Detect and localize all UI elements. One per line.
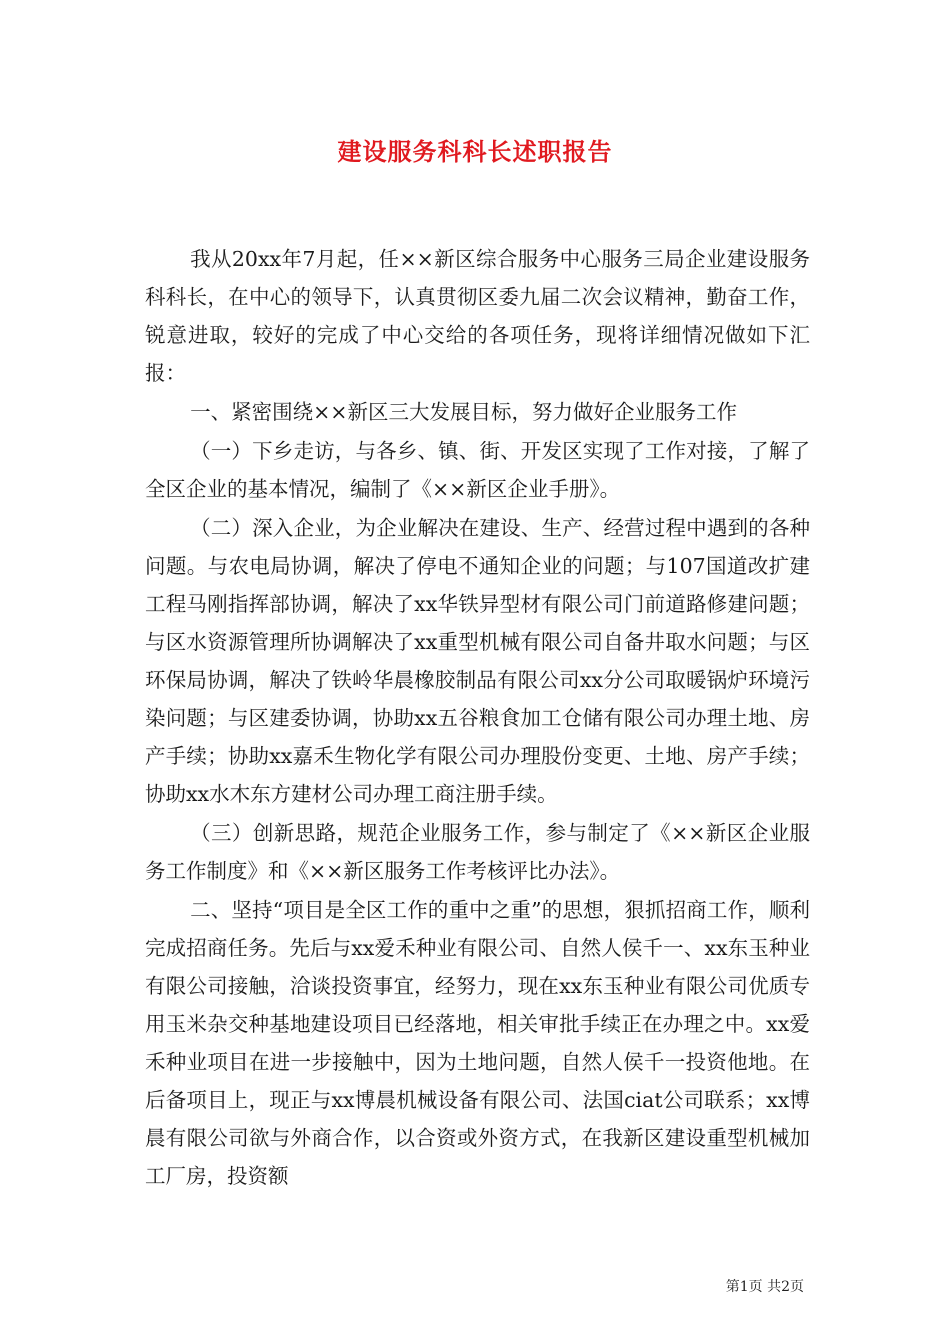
paragraph-item-3: （三）创新思路，规范企业服务工作，参与制定了《××新区企业服务工作制度》和《××新区服务工作考核评比办法》。: [145, 821, 810, 883]
paragraph-section-2: 二、坚持“项目是全区工作的重中之重”的思想，狠抓招商工作，顺利完成招商任务。先后与xx爱禾种业有限公司、自然人侯千一、xx东玉种业有限公司接触，洽谈投资事宜，经努力，现在xx东玉种业有限公司优质专用玉米杂交种基地建设项目已经落地，相关审批手续正在办理之中。xx爱禾种业项目在进一步接触中，因为土地问题，自然人侯千一投资他地。在后备项目上，现正与xx博晨机械设备有限公司、法国ciat公司联系；xx博晨有限公司欲与外商合作，以合资或外资方式，在我新区建设重型机械加工厂房，投资额: [145, 898, 810, 1188]
document-body: [145, 240, 810, 1195]
paragraph-intro: 我从20xx年7月起，任××新区综合服务中心服务三局企业建设服务科科长，在中心的领导下，认真贯彻区委九届二次会议精神，勤奋工作，锐意进取，较好的完成了中心交给的各项任务，现将详细情况做如下汇报：: [145, 247, 810, 385]
document-title: 建设服务科科长述职报告: [337, 137, 613, 166]
page-number-footer: 第1页 共2页: [725, 1279, 804, 1295]
paragraph-item-1: （一）下乡走访，与各乡、镇、街、开发区实现了工作对接，了解了全区企业的基本情况，编制了《××新区企业手册》。: [145, 439, 810, 501]
paragraph-section-1-heading: 一、紧密围绕××新区三大发展目标，努力做好企业服务工作: [190, 400, 737, 424]
paragraph-item-2: （二）深入企业，为企业解决在建设、生产、经营过程中遇到的各种问题。与农电局协调，解决了停电不通知企业的问题；与107国道改扩建工程马刚指挥部协调，解决了xx华铁异型材有限公司门前道路修建问题；与区水资源管理所协调解决了xx重型机械有限公司自备井取水问题；与区环保局协调，解决了铁岭华晨橡胶制品有限公司xx分公司取暖锅炉环境污染问题；与区建委协调，协助xx五谷粮食加工仓储有限公司办理土地、房产手续；协助xx嘉禾生物化学有限公司办理股份变更、土地、房产手续；协助xx水木东方建材公司办理工商注册手续。: [145, 516, 810, 806]
